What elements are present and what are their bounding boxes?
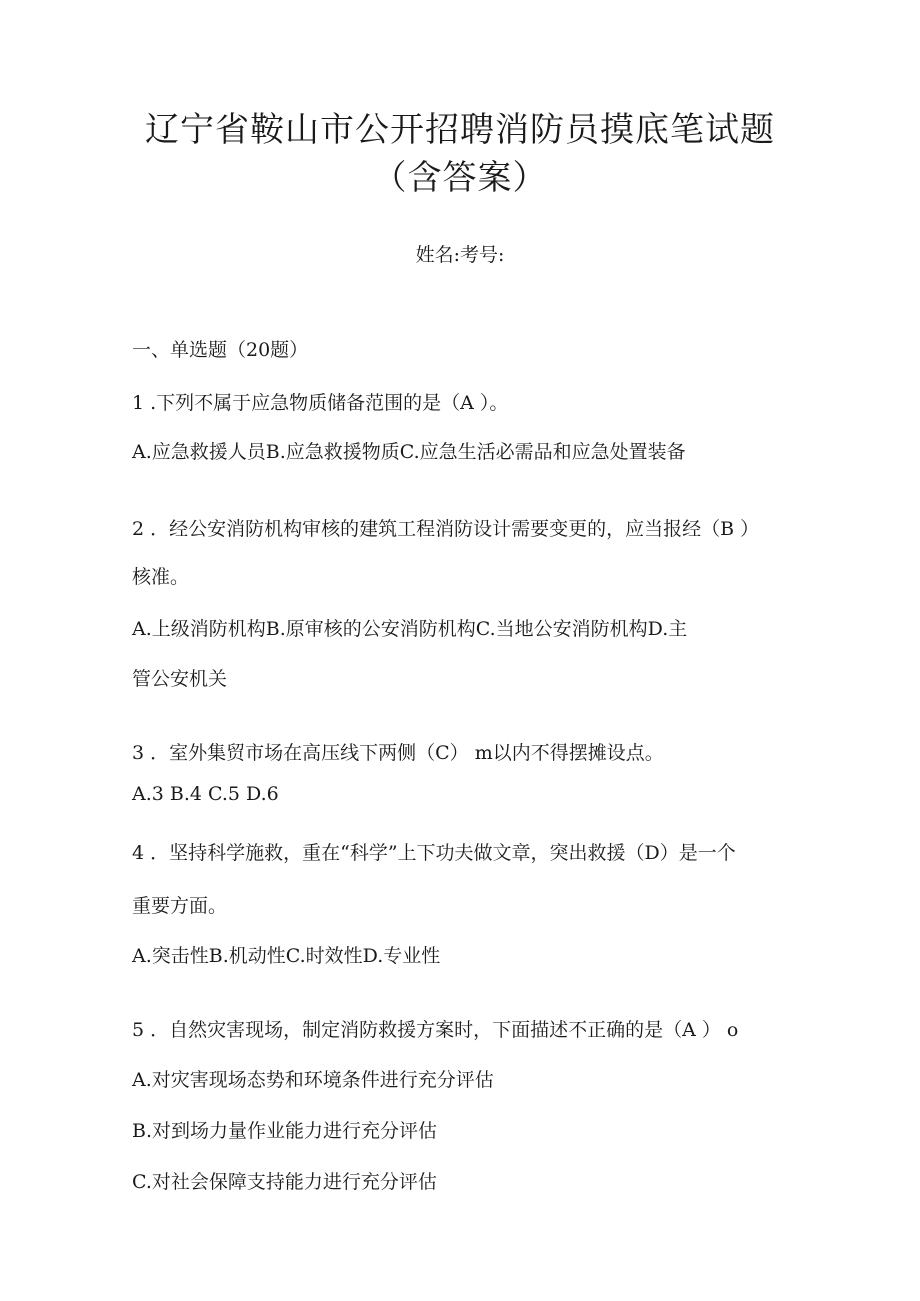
- name-exam-number-label: 姓名:考号:: [415, 244, 505, 266]
- question-4-stem: 4 ．坚持科学施救，重在“科学”上下功夫做文章，突出救援（D）是一个: [132, 842, 736, 864]
- question-4-stem-cont: 重要方面。: [132, 895, 228, 917]
- question-4-options: A.突击性B.机动性C.时效性D.专业性: [132, 945, 441, 967]
- question-2-options-cont: 管公安机关: [132, 668, 228, 690]
- question-3-stem: 3 ．室外集贸市场在高压线下两侧（C） m以内不得摆摊设点。: [132, 742, 664, 764]
- section-heading: 一、单选题（20题）: [132, 339, 309, 361]
- question-3-options: A.3 B.4 C.5 D.6: [132, 783, 279, 805]
- document-title-line1: 辽宁省鞍山市公开招聘消防员摸底笔试题: [145, 110, 775, 150]
- question-5-option-c: C.对社会保障支持能力进行充分评估: [132, 1171, 437, 1193]
- question-5-stem: 5 ．自然灾害现场，制定消防救援方案时，下面描述不正确的是（A ） o: [132, 1019, 739, 1041]
- question-5-option-a: A.对灾害现场态势和环境条件进行充分评估: [132, 1069, 494, 1091]
- question-5-option-b: B.对到场力量作业能力进行充分评估: [132, 1120, 438, 1142]
- question-1-stem: 1 .下列不属于应急物质储备范围的是（A ）。: [132, 392, 509, 414]
- document-title-line2: （含答案）: [372, 158, 548, 198]
- question-2-options: A.上级消防机构B.原审核的公安消防机构C.当地公安消防机构D.主: [132, 618, 688, 640]
- question-2-stem: 2 ．经公安消防机构审核的建筑工程消防设计需要变更的，应当报经（B ）: [132, 518, 760, 540]
- question-2-stem-cont: 核准。: [132, 566, 190, 588]
- question-1-options: A.应急救援人员B.应急救援物质C.应急生活必需品和应急处置装备: [132, 441, 686, 463]
